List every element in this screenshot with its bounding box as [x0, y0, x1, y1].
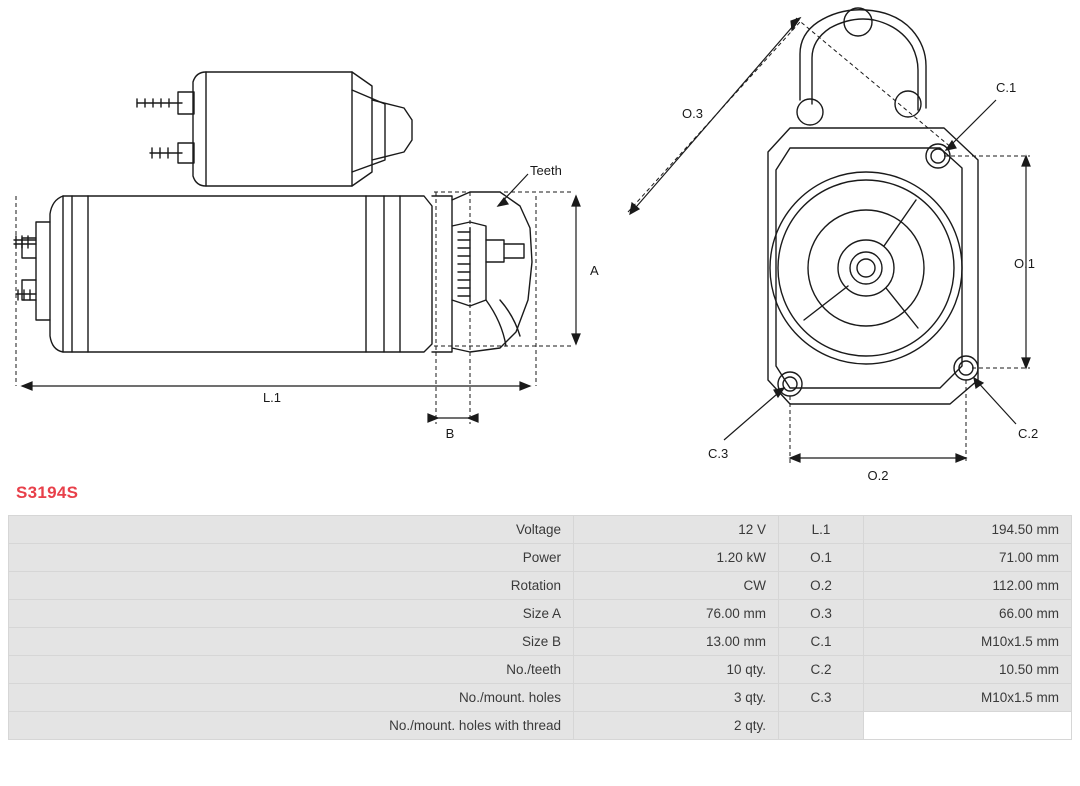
- dim-label: C.2: [779, 656, 864, 684]
- dim-label: C.1: [779, 628, 864, 656]
- spec-value: 3 qty.: [574, 684, 779, 712]
- dimension-label-c3: C.3: [708, 446, 729, 461]
- dim-value: 71.00 mm: [864, 544, 1072, 572]
- table-row: [9, 600, 1072, 628]
- dim-label: O.2: [779, 572, 864, 600]
- dim-label-empty: [779, 712, 864, 740]
- spec-label: No./mount. holes: [9, 684, 574, 712]
- specifications-table: [8, 515, 1072, 740]
- dimension-label-c1: C.1: [996, 80, 1017, 95]
- table-row: [9, 684, 1072, 712]
- table-row: [9, 516, 1072, 544]
- dim-label: L.1: [779, 516, 864, 544]
- spec-value: 1.20 kW: [574, 544, 779, 572]
- dim-label: O.1: [779, 544, 864, 572]
- teeth-label: Teeth: [530, 163, 562, 178]
- spec-value: 13.00 mm: [574, 628, 779, 656]
- dim-value: 66.00 mm: [864, 600, 1072, 628]
- table-row: [9, 712, 1072, 740]
- dimension-label-o1: O.1: [1014, 256, 1035, 271]
- spec-value: 10 qty.: [574, 656, 779, 684]
- table-row: [9, 628, 1072, 656]
- spec-label: Size B: [9, 628, 574, 656]
- dimension-label-b: B: [445, 426, 455, 441]
- table-row: [9, 544, 1072, 572]
- spec-label: Size A: [9, 600, 574, 628]
- dim-value: M10x1.5 mm: [864, 684, 1072, 712]
- spec-value: 2 qty.: [574, 712, 779, 740]
- dimension-label-o3: O.3: [682, 106, 703, 121]
- dimension-label-c2: C.2: [1018, 426, 1039, 441]
- dim-value: 194.50 mm: [864, 516, 1072, 544]
- dim-label: C.3: [779, 684, 864, 712]
- table-row: [9, 656, 1072, 684]
- spec-label: Power: [9, 544, 574, 572]
- dim-value: M10x1.5 mm: [864, 628, 1072, 656]
- dim-value: 112.00 mm: [864, 572, 1072, 600]
- spec-label: No./mount. holes with thread: [9, 712, 574, 740]
- spec-label: Voltage: [9, 516, 574, 544]
- spec-value: 12 V: [574, 516, 779, 544]
- dimension-label-a: A: [590, 263, 599, 278]
- spec-label: Rotation: [9, 572, 574, 600]
- dim-value-empty: [864, 712, 1072, 740]
- spec-label: No./teeth: [9, 656, 574, 684]
- dimension-label-l1: L.1: [262, 390, 282, 405]
- spec-value: 76.00 mm: [574, 600, 779, 628]
- dimension-label-o2: O.2: [867, 468, 889, 480]
- part-code: S3194S: [16, 483, 79, 502]
- dim-value: 10.50 mm: [864, 656, 1072, 684]
- table-row: [9, 572, 1072, 600]
- dim-label: O.3: [779, 600, 864, 628]
- spec-value: CW: [574, 572, 779, 600]
